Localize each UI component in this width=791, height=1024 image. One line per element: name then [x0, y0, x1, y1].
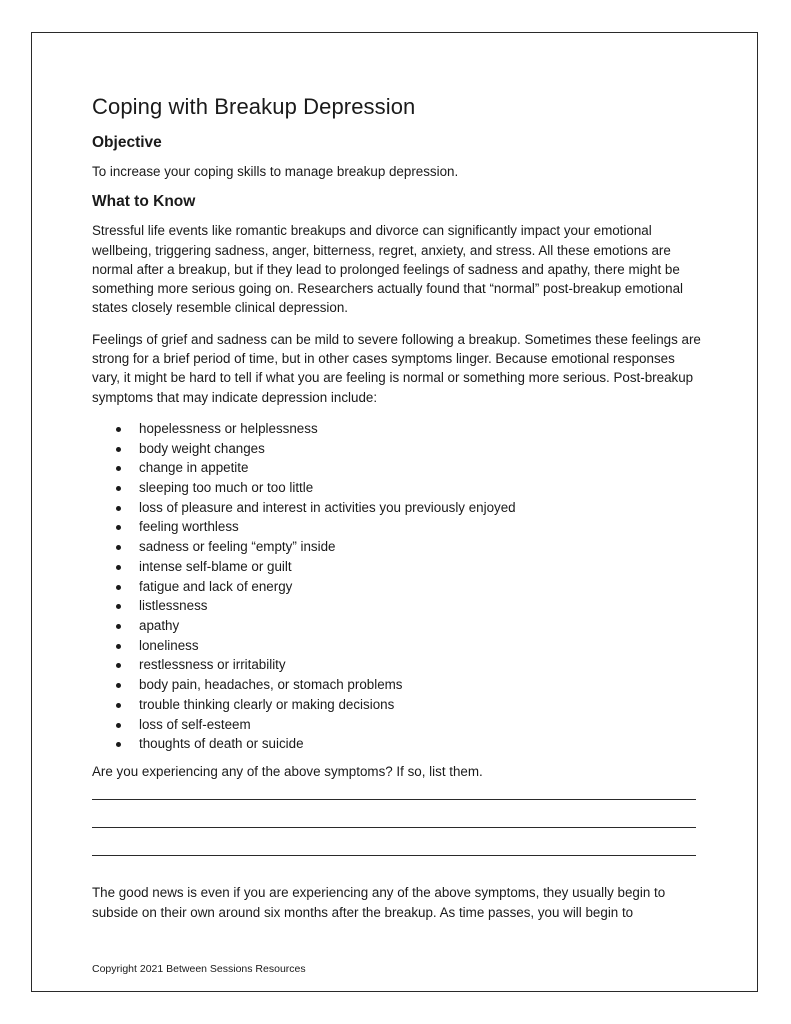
answer-lines: [92, 799, 704, 856]
answer-line[interactable]: [92, 827, 696, 828]
document-title: Coping with Breakup Depression: [92, 94, 416, 119]
objective-text: To increase your coping skills to manage breakup depression.: [92, 164, 459, 179]
objective-heading: Objective: [92, 134, 162, 151]
list-item: hopelessness or helplessness: [114, 419, 704, 439]
answer-line[interactable]: [92, 799, 696, 800]
list-item: body weight changes: [114, 439, 704, 459]
symptom-list: [92, 419, 704, 754]
list-item: change in appetite: [114, 458, 704, 478]
list-item: sadness or feeling “empty” inside: [114, 537, 704, 557]
list-item: loneliness: [114, 636, 704, 656]
what-to-know-paragraph-3: The good news is even if you are experiencing any of the above symptoms, they usually begin to subside on their own around six months after the breakup. As time passes, you will begin to: [92, 885, 666, 920]
list-item: loss of self-esteem: [114, 715, 704, 735]
list-item: trouble thinking clearly or making decisions: [114, 695, 704, 715]
answer-line[interactable]: [92, 855, 696, 856]
list-item: thoughts of death or suicide: [114, 734, 704, 754]
list-item: intense self-blame or guilt: [114, 557, 704, 577]
symptoms-question: Are you experiencing any of the above symptoms? If so, list them.: [92, 763, 483, 779]
what-to-know-heading: What to Know: [92, 193, 196, 211]
list-item: feeling worthless: [114, 517, 704, 537]
list-item: apathy: [114, 616, 704, 636]
list-item: restlessness or irritability: [114, 655, 704, 675]
document-body: [92, 92, 704, 934]
list-item: fatigue and lack of energy: [114, 577, 704, 597]
list-item: body pain, headaches, or stomach problems: [114, 675, 704, 695]
what-to-know-paragraph-1: Stressful life events like romantic breakups and divorce can significantly impact your emotional wellbeing, triggering sadness, anger, bitterness, regret, anxiety, and stress. All these emotions are normal after a breakup, but if they lead to prolonged feelings of sadness and apathy, there might be something more serious going on. Researchers actually found that “normal” post-breakup emotional states closely resemble clinical depression.: [92, 223, 683, 316]
list-item: listlessness: [114, 596, 704, 616]
list-item: sleeping too much or too little: [114, 478, 704, 498]
copyright-footer: Copyright 2021 Between Sessions Resources: [92, 963, 306, 975]
what-to-know-paragraph-2: Feelings of grief and sadness can be mild to severe following a breakup. Sometimes these feelings are strong for a brief period of time, but in other cases symptoms linger. Because emotional responses vary, it might be hard to tell if what you are feeling is normal or something more serious. Post-breakup symptoms that may indicate depression include:: [92, 331, 701, 405]
list-item: loss of pleasure and interest in activities you previously enjoyed: [114, 498, 704, 518]
